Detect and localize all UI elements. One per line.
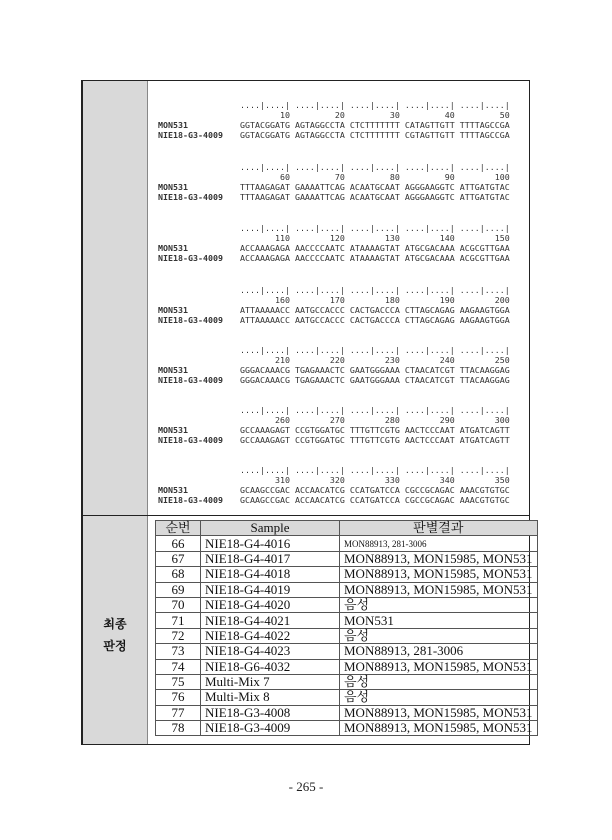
- sequence-text: TTTAAGAGAT GAAAATTCAG ACAATGCAAT AGGGAAGGTC ATTGATGTAC: [240, 192, 510, 202]
- position-numbers: 260 270 280 290 300: [240, 415, 515, 425]
- ruler-line: [158, 405, 515, 415]
- row-sample: NIE18-G4-4021: [201, 613, 340, 628]
- sequence-text: GGGACAAACG TGAGAAACTC GAATGGGAAA CTAACATCGT TTACAAGGAG: [240, 365, 510, 375]
- row-sample: Multi-Mix 8: [201, 690, 340, 705]
- sequence-row: [158, 375, 515, 385]
- ruler-line: [158, 100, 515, 110]
- row-sample: NIE18-G4-4023: [201, 644, 340, 659]
- row-result: MON88913, MON15985, MON531: [340, 567, 538, 582]
- position-numbers: 10 20 30 40 50: [240, 110, 515, 120]
- alignment-block: [158, 285, 515, 325]
- sequence-name: MON531: [158, 485, 188, 495]
- sequence-row: [158, 253, 515, 263]
- row-result: MON88913, MON15985, MON531: [340, 551, 538, 566]
- table-row: [156, 721, 538, 736]
- row-number: 74: [156, 659, 201, 674]
- sequence-row: [158, 130, 515, 140]
- ruler-text: ....|....| ....|....| ....|....| ....|....| ....|....|: [240, 345, 510, 355]
- header-result: 판별결과: [340, 521, 538, 536]
- row-sample: NIE18-G4-4016: [201, 536, 340, 551]
- ruler-line: [158, 465, 515, 475]
- ruler-text: ....|....| ....|....| ....|....| ....|....| ....|....|: [240, 465, 510, 475]
- sequence-name: MON531: [158, 182, 188, 192]
- alignment-block: [158, 100, 515, 140]
- sequence-text: GCAAGCCGAC ACCAACATCG CCATGATCCA CGCCGCAGAC AAACGTGTGC: [240, 485, 510, 495]
- alignment-block: [158, 345, 515, 385]
- row-number: 73: [156, 644, 201, 659]
- alignment-block: [158, 405, 515, 445]
- row-sample: NIE18-G4-4019: [201, 582, 340, 597]
- table-row: [156, 690, 538, 705]
- row-number: 70: [156, 597, 201, 612]
- row-number: 69: [156, 582, 201, 597]
- table-row: [156, 582, 538, 597]
- table-row: [156, 628, 538, 643]
- ruler-line: [158, 162, 515, 172]
- ruler-text: ....|....| ....|....| ....|....| ....|....| ....|....|: [240, 162, 510, 172]
- sequence-name: MON531: [158, 365, 188, 375]
- sequence-name: MON531: [158, 425, 188, 435]
- sequence-name: NIE18-G3-4009: [158, 315, 223, 325]
- row-result: MON88913, 281-3006: [340, 644, 538, 659]
- ruler-text: ....|....| ....|....| ....|....| ....|....| ....|....|: [240, 100, 510, 110]
- table-row: [156, 705, 538, 720]
- final-results-table: [155, 520, 538, 736]
- sequence-row: [158, 365, 515, 375]
- row-result: MON88913, MON15985, MON531: [340, 659, 538, 674]
- row-result: MON88913, MON15985, MON531: [340, 582, 538, 597]
- position-numbers: 60 70 80 90 100: [240, 172, 515, 182]
- sequence-text: GGGACAAACG TGAGAAACTC GAATGGGAAA CTAACATCGT TTACAAGGAG: [240, 375, 510, 385]
- table-row: [156, 597, 538, 612]
- row-number: 71: [156, 613, 201, 628]
- sequence-text: GGTACGGATG AGTAGGCCTA CTCTTTTTTT CGTAGTTGTT TTTTAGCCGA: [240, 130, 510, 140]
- sequence-row: [158, 305, 515, 315]
- row-sample: NIE18-G4-4018: [201, 567, 340, 582]
- row-number: 77: [156, 705, 201, 720]
- table-row: [156, 567, 538, 582]
- table-header-row: [156, 521, 538, 536]
- alignment-block: [158, 162, 515, 202]
- row-sample: NIE18-G6-4032: [201, 659, 340, 674]
- sequence-name: NIE18-G3-4009: [158, 435, 223, 445]
- sequence-text: ATTAAAAACC AATGCCACCC CACTGACCCA CTTAGCAGAG AAGAAGTGGA: [240, 305, 510, 315]
- sequence-row: [158, 495, 515, 505]
- row-sample: Multi-Mix 7: [201, 674, 340, 689]
- row-sample: NIE18-G4-4020: [201, 597, 340, 612]
- final-label-line1: 최종: [103, 617, 127, 631]
- position-numbers: 110 120 130 140 150: [240, 233, 515, 243]
- table-row: [156, 536, 538, 551]
- sequence-text: GGTACGGATG AGTAGGCCTA CTCTTTTTTT CATAGTTGTT TTTTAGCCGA: [240, 120, 510, 130]
- sequence-row: [158, 425, 515, 435]
- table-row: [156, 659, 538, 674]
- sequence-name: NIE18-G3-4009: [158, 253, 223, 263]
- row-number: 67: [156, 551, 201, 566]
- row-result: 음성: [340, 690, 538, 705]
- table-row: [156, 674, 538, 689]
- sequence-text: ACCAAAGAGA AACCCCAATC ATAAAAGTAT ATGCGACAAA ACGCGTTGAA: [240, 253, 510, 263]
- table-row: [156, 644, 538, 659]
- ruler-text: ....|....| ....|....| ....|....| ....|....| ....|....|: [240, 285, 510, 295]
- row-sample: NIE18-G3-4009: [201, 721, 340, 736]
- ruler-text: ....|....| ....|....| ....|....| ....|....| ....|....|: [240, 405, 510, 415]
- table-row: [156, 613, 538, 628]
- ruler-line: [158, 285, 515, 295]
- sequence-row: [158, 485, 515, 495]
- sequence-text: ATTAAAAACC AATGCCACCC CACTGACCCA CTTAGCAGAG AAGAAGTGGA: [240, 315, 510, 325]
- row-result: 음성: [340, 628, 538, 643]
- sequence-row: [158, 243, 515, 253]
- sequence-text: GCAAGCCGAC ACCAACATCG CCATGATCCA CGCCGCAGAC AAACGTGTGC: [240, 495, 510, 505]
- sequence-name: NIE18-G3-4009: [158, 375, 223, 385]
- position-numbers: 160 170 180 190 200: [240, 295, 515, 305]
- row-number: 72: [156, 628, 201, 643]
- final-label-line2: 판정: [103, 639, 127, 653]
- sequence-text: ACCAAAGAGA AACCCCAATC ATAAAAGTAT ATGCGACAAA ACGCGTTGAA: [240, 243, 510, 253]
- alignment-block: [158, 465, 515, 505]
- sequence-text: GCCAAAGAGT CCGTGGATGC TTTGTTCGTG AACTCCCAAT ATGATCAGTT: [240, 425, 510, 435]
- row-result: 음성: [340, 674, 538, 689]
- section-divider: [83, 515, 529, 516]
- row-number: 75: [156, 674, 201, 689]
- row-result: 음성: [340, 597, 538, 612]
- page-number: - 265 -: [288, 779, 324, 794]
- header-sample: Sample: [201, 521, 340, 536]
- ruler-text: ....|....| ....|....| ....|....| ....|....| ....|....|: [240, 223, 510, 233]
- sequence-row: [158, 192, 515, 202]
- final-judgement-label: [83, 613, 147, 657]
- sequence-row: [158, 315, 515, 325]
- sequence-name: NIE18-G3-4009: [158, 495, 223, 505]
- sequence-name: MON531: [158, 243, 188, 253]
- ruler-line: [158, 345, 515, 355]
- sequence-row: [158, 435, 515, 445]
- row-number: 68: [156, 567, 201, 582]
- row-sample: NIE18-G4-4022: [201, 628, 340, 643]
- row-number: 78: [156, 721, 201, 736]
- row-result: MON531: [340, 613, 538, 628]
- table-row: [156, 551, 538, 566]
- alignment-block: [158, 223, 515, 263]
- sequence-name: MON531: [158, 120, 188, 130]
- row-sample: NIE18-G3-4008: [201, 705, 340, 720]
- row-number: 76: [156, 690, 201, 705]
- sequence-name: NIE18-G3-4009: [158, 192, 223, 202]
- sequence-row: [158, 120, 515, 130]
- row-result: MON88913, 281-3006: [340, 536, 538, 551]
- sequence-name: MON531: [158, 305, 188, 315]
- sequence-row: [158, 182, 515, 192]
- header-no: 순번: [156, 521, 201, 536]
- row-number: 66: [156, 536, 201, 551]
- sequence-name: NIE18-G3-4009: [158, 130, 223, 140]
- row-result: MON88913, MON15985, MON531: [340, 721, 538, 736]
- row-sample: NIE18-G4-4017: [201, 551, 340, 566]
- position-numbers: 210 220 230 240 250: [240, 355, 515, 365]
- sequence-text: TTTAAGAGAT GAAAATTCAG ACAATGCAAT AGGGAAGGTC ATTGATGTAC: [240, 182, 510, 192]
- ruler-line: [158, 223, 515, 233]
- sequence-text: GCCAAAGAGT CCGTGGATGC TTTGTTCGTG AACTCCCAAT ATGATCAGTT: [240, 435, 510, 445]
- row-result: MON88913, MON15985, MON531: [340, 705, 538, 720]
- position-numbers: 310 320 330 340 350: [240, 475, 515, 485]
